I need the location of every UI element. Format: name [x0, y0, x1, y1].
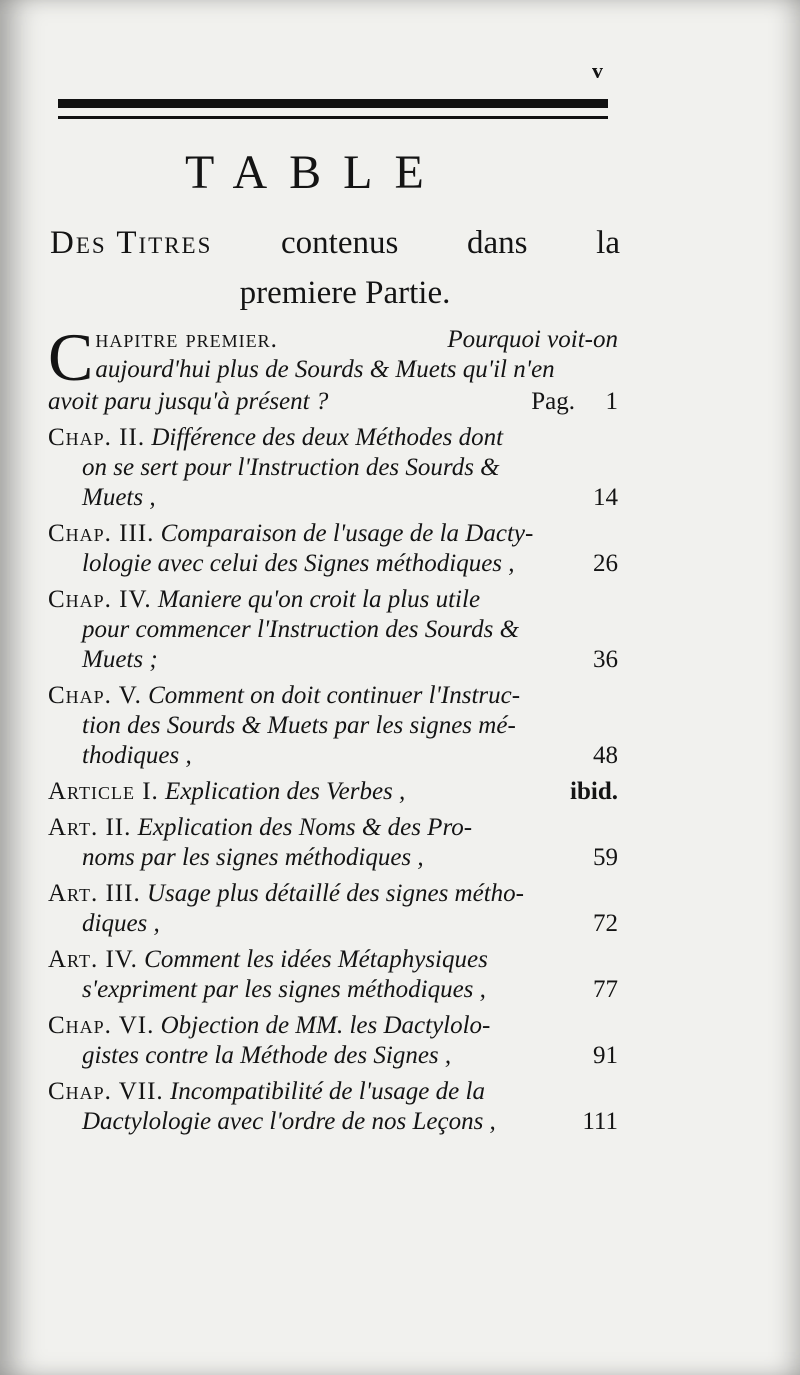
- page-number: ibid.: [570, 778, 618, 805]
- toc-entry: [48, 945, 618, 1005]
- toc-entry: [48, 519, 618, 579]
- page-number: 36: [593, 646, 618, 673]
- toc-entry: [48, 681, 618, 771]
- entry-text-line: thodiques ,: [82, 742, 192, 769]
- header-rule-thin: [58, 116, 608, 119]
- page-number: 48: [593, 742, 618, 769]
- page-number: 1: [605, 388, 618, 415]
- entry-heading: Chap. II.: [48, 424, 146, 451]
- subtitle: [50, 218, 620, 318]
- page-number: 72: [593, 910, 618, 937]
- entry-text-line: Muets ;: [82, 646, 158, 673]
- entry-text-line: avoit paru jusqu'à présent ?: [48, 388, 329, 415]
- toc-entry: [48, 813, 618, 873]
- subtitle-word-3: dans: [467, 225, 528, 261]
- entry-text-line: Muets ,: [82, 484, 156, 511]
- entry-text-line: tion des Sourds & Muets par les signes mé-: [82, 712, 516, 739]
- page-number: 91: [593, 1042, 618, 1069]
- entry-heading: Chap. IV.: [48, 586, 152, 613]
- subtitle-word-2: contenus: [281, 225, 399, 261]
- page-prefix: Pag.: [531, 388, 575, 415]
- toc-entry: [48, 585, 618, 675]
- entry-text-line: gistes contre la Méthode des Signes ,: [82, 1042, 452, 1069]
- entry-text-line: noms par les signes méthodiques ,: [82, 844, 424, 871]
- entry-text-line: Pourquoi voit-on: [447, 326, 618, 353]
- entry-text-line: Objection de MM. les Dactylolo-: [160, 1012, 491, 1039]
- entry-text-line: lologie avec celui des Signes méthodiques ,: [82, 550, 515, 577]
- entry-text-line: Comment les idées Métaphysiques: [144, 946, 488, 973]
- entry-text-line: pour commencer l'Instruction des Sourds &: [82, 616, 520, 643]
- entry-heading: Chap. III.: [48, 520, 155, 547]
- entry-text-line: Maniere qu'on croit la plus utile: [157, 586, 481, 613]
- toc-entry: [48, 777, 618, 807]
- entry-text-line: Incompatibilité de l'usage de la: [169, 1078, 485, 1105]
- entry-heading: Chap. VI.: [48, 1012, 155, 1039]
- entry-text-line: s'expriment par les signes méthodiques ,: [82, 976, 486, 1003]
- page-number: 111: [582, 1108, 618, 1135]
- entry-heading: Art. III.: [48, 880, 141, 907]
- page-number: 14: [593, 484, 618, 511]
- entry-text-line: Comment on doit continuer l'Instruc-: [148, 682, 521, 709]
- subtitle-word-4: la: [596, 225, 620, 261]
- entry-heading: Chap. V.: [48, 682, 142, 709]
- entry-text-line: Usage plus détaillé des signes métho-: [146, 880, 524, 907]
- toc-entry: [48, 1077, 618, 1137]
- entry-heading: hapitre premier.: [95, 326, 278, 353]
- entry-text-line: aujourd'hui plus de Sourds & Muets qu'il n'en: [95, 356, 555, 383]
- entry-text-line: diques ,: [82, 910, 160, 937]
- entry-text-line: Différence des deux Méthodes dont: [151, 424, 504, 451]
- entry-text-line: Dactylologie avec l'ordre de nos Leçons ,: [82, 1108, 496, 1135]
- page-number: 26: [593, 550, 618, 577]
- toc-entry: [48, 423, 618, 513]
- entry-text-line: Explication des Noms & des Pro-: [137, 814, 473, 841]
- header-rule-thick: [58, 99, 608, 108]
- subtitle-line-2: premiere Partie.: [239, 275, 451, 311]
- page-title: TABLE: [185, 146, 446, 199]
- entry-heading: Article I.: [48, 778, 159, 805]
- toc-entry: [48, 1011, 618, 1071]
- entry-text-line: Comparaison de l'usage de la Dacty-: [160, 520, 534, 547]
- drop-cap: C: [48, 319, 94, 395]
- page-number: 59: [593, 844, 618, 871]
- toc-entry: [48, 319, 618, 417]
- entry-text-line: on se sert pour l'Instruction des Sourds &: [82, 454, 500, 481]
- entry-heading: Art. II.: [48, 814, 132, 841]
- entry-heading: Chap. VII.: [48, 1078, 164, 1105]
- toc-entry: [48, 879, 618, 939]
- entry-heading: Art. IV.: [48, 946, 138, 973]
- page-number: 77: [593, 976, 618, 1003]
- table-of-contents: [48, 319, 618, 1143]
- page-signature: v: [592, 58, 603, 83]
- entry-text-line: Explication des Verbes ,: [165, 778, 406, 805]
- subtitle-word-1: Des Titres: [50, 225, 213, 261]
